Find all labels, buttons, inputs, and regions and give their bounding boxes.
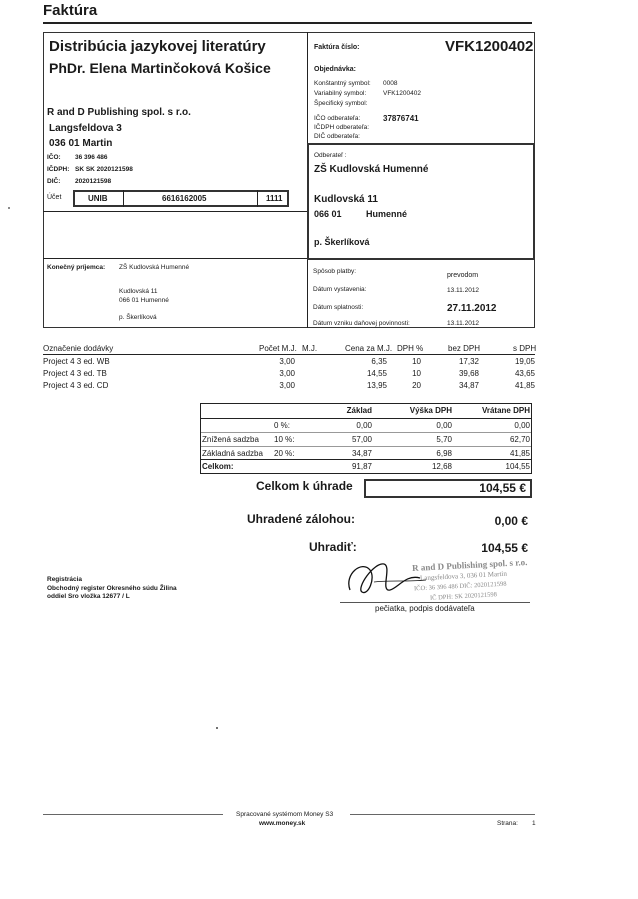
item-qty: 3,00 [279, 357, 295, 366]
vat-top-rule [200, 403, 532, 404]
vat-amount: 6,98 [436, 449, 452, 458]
issue-date: 13.11.2012 [447, 287, 480, 294]
spec-symbol-label: Špecifický symbol: [314, 100, 368, 107]
item-net: 39,68 [458, 369, 479, 378]
footer-rule-right [350, 814, 535, 815]
col-name-header: Označenie dodávky [43, 344, 114, 353]
to-pay-label: Celkom k úhrade [256, 479, 353, 493]
var-symbol: VFK1200402 [383, 90, 421, 97]
stamp-line-1: R and D Publishing spol. s r.o. [411, 556, 528, 574]
vat-bottom-rule [200, 473, 532, 474]
item-name: Project 4 3 ed. CD [43, 381, 109, 390]
vat-total: 41,85 [509, 449, 530, 458]
due-date: 27.11.2012 [447, 303, 497, 314]
vat-rate: 0 %: [274, 421, 291, 430]
vat-amount: 0,00 [436, 421, 452, 430]
item-net: 17,32 [458, 357, 479, 366]
buyer-contact: p. Škerlíková [314, 237, 370, 247]
dic-value: 2020121598 [75, 178, 112, 185]
vat-total-rule [200, 459, 532, 460]
table-row [43, 369, 535, 380]
vat-base-header: Základ [346, 406, 372, 415]
to-pay-amount: 104,55 € [479, 481, 526, 495]
tax-date-label: Dátum vzniku daňovej povinnosti: [313, 320, 410, 327]
const-symbol: 0008 [383, 80, 398, 87]
buyer-zip: 066 01 [314, 209, 342, 219]
buyer-label: Odberateľ : [314, 152, 347, 159]
registration-line-1: Obchodný register Okresného súdu Žilina [47, 585, 177, 592]
vat-rate-label: Základná sadzba [202, 449, 263, 458]
account-number: 6616162005 [162, 194, 207, 203]
page-number: 1 [532, 820, 536, 827]
scan-speck [8, 207, 10, 209]
supplier-zip-city: 036 01 Martin [49, 138, 113, 149]
invoice-number-label: Faktúra číslo: [314, 44, 360, 51]
signature-rule [340, 602, 530, 603]
invoice-number: VFK1200402 [445, 38, 534, 55]
item-gross: 41,85 [514, 381, 535, 390]
buyer-name: ZŠ Kudlovská Humenné [314, 164, 429, 175]
vat-total-row [200, 461, 532, 473]
vat-total-amount: 12,68 [431, 462, 452, 471]
vat-header-rule [200, 418, 532, 419]
registration-title: Registrácia [47, 576, 83, 583]
table-row [43, 381, 535, 392]
item-qty: 3,00 [279, 381, 295, 390]
ico-label: IČO: [47, 154, 61, 161]
col-vat-header: DPH % [397, 344, 424, 353]
item-gross: 19,05 [514, 357, 535, 366]
items-header-rule [43, 354, 535, 355]
supplier-company: R and D Publishing spol. s r.o. [47, 107, 191, 118]
item-price: 14,55 [366, 369, 387, 378]
buyer-city: Humenné [366, 209, 408, 219]
scan-speck [216, 727, 218, 729]
item-price: 6,35 [371, 357, 387, 366]
supplier-name-2: PhDr. Elena Martinčoková Košice [49, 60, 271, 76]
icdph-value: SK SK 2020121598 [75, 166, 133, 173]
const-symbol-label: Konštantný symbol: [314, 80, 371, 87]
dic-label: DIČ: [47, 178, 61, 185]
vat-total-base: 91,87 [351, 462, 372, 471]
item-vat: 10 [412, 357, 421, 366]
account-sep-2 [257, 190, 258, 207]
ico-value: 36 396 486 [75, 154, 108, 161]
buyer-dic-label: DIČ odberateľa: [314, 133, 360, 140]
col-price-header: Cena za M.J. [345, 344, 393, 353]
stamp-line-3: IČO: 36 396 486 DIČ: 2020121598 [413, 580, 507, 593]
vat-total: 0,00 [514, 421, 530, 430]
tax-date: 13.11.2012 [447, 320, 480, 327]
buyer-ico: 37876741 [383, 114, 419, 123]
buyer-street: Kudlovská 11 [314, 194, 378, 205]
col-qty-header: Počet M.J. [259, 344, 297, 353]
account-rule [43, 211, 307, 212]
item-name: Project 4 3 ed. TB [43, 369, 107, 378]
col-unit-header: M.J. [302, 344, 318, 353]
col-net-header: bez DPH [448, 344, 481, 353]
footer-processed: Spracované systémom Money S3 [236, 811, 334, 818]
vat-base: 57,00 [351, 435, 372, 444]
vat-amount-header: Výška DPH [409, 406, 452, 415]
bank-code: 1111 [266, 194, 283, 203]
advance-label: Uhradené zálohou: [247, 512, 356, 526]
vat-left-rule [200, 403, 201, 474]
stamp-line-4: IČ DPH: SK 2020121598 [429, 591, 498, 602]
document-title: Faktúra [43, 2, 98, 19]
payment-method: prevodom [447, 272, 479, 279]
payment-method-label: Spôsob platby: [313, 268, 357, 275]
vat-row-rule [200, 446, 532, 447]
vat-row-rule [200, 432, 532, 433]
order-label: Objednávka: [314, 66, 357, 73]
item-name: Project 4 3 ed. WB [43, 357, 110, 366]
vat-header [200, 405, 532, 417]
stamp-line-2: Langsfeldova 3, 036 01 Martin [419, 569, 508, 583]
recipient-label: Konečný príjemca: [47, 264, 106, 271]
vat-total-total: 104,55 [505, 462, 530, 471]
account-label: Účet [47, 194, 62, 201]
vat-total-label: Celkom: [202, 462, 234, 471]
stamp-caption: pečiatka, podpis dodávateľa [375, 604, 475, 613]
item-price: 13,95 [366, 381, 387, 390]
footer-url: www.money.sk [259, 820, 306, 827]
advance-amount: 0,00 € [494, 514, 528, 528]
vat-base: 34,87 [351, 449, 372, 458]
final-amount: 104,55 € [481, 541, 528, 555]
supplier-name-1: Distribúcia jazykovej literatúry [49, 38, 266, 55]
vat-right-rule [531, 403, 532, 474]
vat-total: 62,70 [509, 435, 530, 444]
page-label: Strana: [497, 820, 518, 827]
item-vat: 10 [412, 369, 421, 378]
title-rule [43, 22, 532, 24]
vat-row [200, 420, 532, 432]
buyer-ico-label: IČO odberateľa: [314, 115, 361, 122]
vat-base: 0,00 [356, 421, 372, 430]
footer-rule-left [43, 814, 223, 815]
signature-icon [340, 552, 440, 602]
vat-rate: 20 %: [274, 449, 295, 458]
supplier-street: Langsfeldova 3 [49, 123, 122, 134]
buyer-icdph-label: IČDPH odberateľa: [314, 124, 370, 131]
item-qty: 3,00 [279, 369, 295, 378]
registration-line-2: oddiel Sro vložka 12677 / L [47, 593, 130, 600]
vat-rate: 10 %: [274, 435, 295, 444]
recipient-contact: p. Škerlíková [119, 314, 157, 321]
due-date-label: Dátum splatnosti: [313, 304, 364, 311]
recipient-name: ZŠ Kudlovská Humenné [119, 264, 190, 271]
vat-rate-label: Znížená sadzba [202, 435, 259, 444]
vat-row [200, 434, 532, 446]
item-net: 34,87 [458, 381, 479, 390]
final-label: Uhradiť: [309, 540, 357, 554]
vat-amount: 5,70 [436, 435, 452, 444]
account-sep-1 [123, 190, 124, 207]
var-symbol-label: Variabilný symbol: [314, 90, 367, 97]
vat-total-header: Vrátane DPH [481, 406, 530, 415]
issue-date-label: Dátum vystavenia: [313, 286, 367, 293]
item-vat: 20 [412, 381, 421, 390]
recipient-street: Kudlovská 11 [119, 288, 158, 295]
icdph-label: IČDPH: [47, 166, 70, 173]
col-gross-header: s DPH [513, 344, 537, 353]
item-gross: 43,65 [514, 369, 535, 378]
bank-name: UNIB [88, 194, 108, 203]
recipient-zip-city: 066 01 Humenné [119, 297, 169, 304]
table-row [43, 357, 535, 368]
